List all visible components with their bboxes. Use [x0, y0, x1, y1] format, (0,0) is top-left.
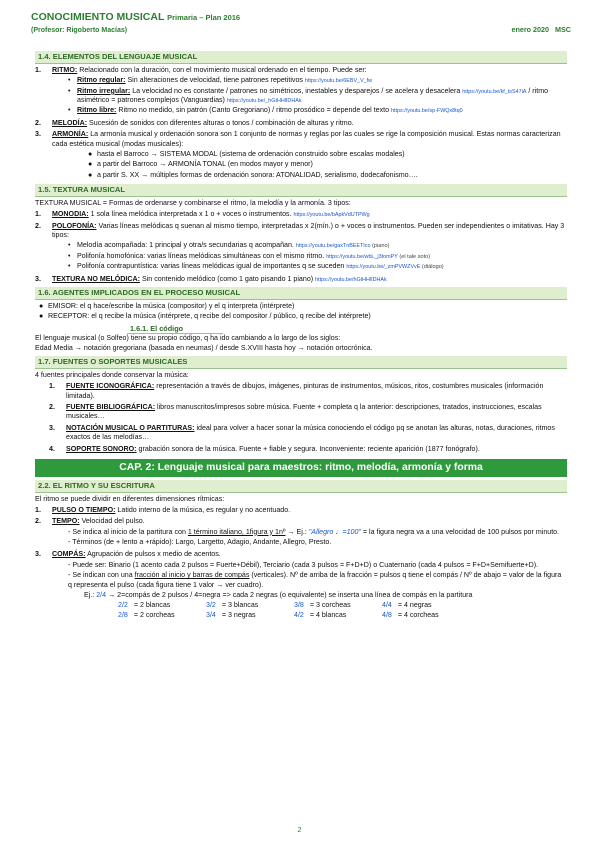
paragraph: 4 fuentes principales donde conservar la música:: [35, 371, 189, 379]
dash-item: [68, 571, 567, 590]
paragraph: El lenguaje musical (o Solfeo) tiene su propio código, q ha ido cambiando a lo largo de los siglos:: [35, 334, 341, 343]
youtube-link[interactable]: https://youtu.be/kf_tsS47iA: [462, 88, 527, 95]
youtube-link[interactable]: https://youtu.be/_zmPVWZVvE: [346, 264, 421, 271]
fraction: 4/8: [382, 610, 392, 619]
text: (verticales). Nº de arriba de la fracción = pulsos q tiene el compás / Nº de abajo = valor de la figura q representa el pulso (cada figura tiene 1 valor → ver cuadro).: [68, 571, 562, 589]
youtube-link[interactable]: https://youtu.be/wbL_j3tomPY: [326, 253, 398, 260]
term-melodia: MELODÍA:: [52, 118, 88, 127]
fraction: 2/4: [96, 590, 107, 599]
value: = 3 corcheas: [307, 601, 351, 610]
section-heading: 1.6. AGENTES IMPLICADOS EN EL PROCESO MUSICAL: [35, 287, 567, 300]
table-cell: [290, 611, 378, 620]
def-fuente: libros manuscritos/impresos sobre música. Fuente + completa q la anterior: descripciones, tratados, instrucciones, escalas musicales…: [66, 403, 542, 421]
note-text: (piano): [370, 243, 390, 250]
def-irregular: La velocidad no es constante / patrones no simétricos, inestables y desparejos / se acelera y desacelera: [130, 86, 463, 95]
bullet-item: ● a partir S. XX → múltiples formas de ordenación sonora: ATONALIDAD, serialismo, dodecafonismo….: [88, 170, 418, 179]
text: - Se indica al inicio de la partitura con: [68, 527, 188, 536]
term-irregular: Ritmo irregular:: [77, 86, 131, 95]
value: = 2 blancas: [131, 601, 171, 610]
bullet-item: ● a partir del Barroco → ARMONÍA TONAL (en modos mayor y menor): [88, 160, 313, 169]
page-header: [31, 11, 571, 35]
paragraph: Edad Media → notación gregoriana (basada en neumas) / desde S.XVIII hasta hoy → notación ortocrónica.: [35, 343, 373, 352]
def-monodia: 1 sola línea melódica interpretada x 1 o + voces o instrumentos.: [88, 210, 294, 219]
term-fuente: NOTACIÓN MUSICAL O PARTITURAS:: [66, 423, 195, 432]
def-compas: Agrupación de pulsos x medio de acentos.: [85, 550, 221, 559]
tempo-example: "Allegro ♩=100": [308, 527, 361, 536]
section-heading: 1.5. TEXTURA MUSICAL: [35, 184, 567, 197]
bullet-item: • Polifonía contrapuntística: varias líneas melódicas igual de importantes q se suceden https://youtu.be/_zmPVWZVvE (diálogo): [68, 262, 444, 271]
value: = 2 corcheas: [131, 610, 175, 619]
bullet-text: a partir S. XX → múltiples formas de ordenación sonora: ATONALIDAD, serialismo, dodecafonismo….: [97, 170, 418, 179]
def-pulso: Latido interno de la música, es regular y no acentuado.: [115, 505, 291, 514]
def-irregular-b: / ritmo asimétrico = patrones complejos (Vanguardias): [77, 86, 549, 105]
date-text: enero 2020: [511, 25, 550, 34]
table-cell: [114, 611, 202, 620]
list-item: 4. SOPORTE SONORO: grabación sonora de la música. Fuente + fiable y segura. Inconveniente: reciente aparición (1877 fonógrafo).: [49, 444, 480, 453]
note-text: (el tale soto): [397, 253, 431, 260]
def-ritmo: Relacionado con la duración, con el movimiento musical ordenado en el tiempo. Puede ser:: [77, 66, 367, 75]
header-date: [511, 25, 571, 35]
list-item: 2. MELODÍA: Sucesión de sonidos con diferentes alturas o tonos / combinación de alturas y ritmo.: [35, 118, 354, 127]
dash-item: - Puede ser: Binario (1 acento cada 2 pulsos = Fuerte+Débil), Terciario (cada 3 pulsos = F+D+D) o Cuaternario (cada 4 pulsos = F+D+Semifuerte+D).: [68, 560, 539, 569]
list-item: 1. RITMO: Relacionado con la duración, con el movimiento musical ordenado en el tiempo. Puede ser: • Ritmo regular: Sin alteraciones de velocidad, tiene patrones repetitivos https://youtu.be/6EBV_V_fw • Ritmo irregular: La velocidad no es constante / patrones no simétricos, inestables y desparejos / se acelera y desacelera https://youtu.be/kf_tsS47iA / ritmo asimétrico = patrones complejos (Vanguardias) https://youtu.be/_hGtHHlIDHAk • Ritmo libre: Ritmo no medido, sin patrón (Canto Gregoriano) / ritmo prosódico = depende del texto https://youtu.be/sp-FWQx8tq0: [35, 66, 567, 117]
underline-text: 1 término italiano, 1figura y 1nº: [187, 527, 286, 536]
title-subtitle: Primaria – Plan 2016: [167, 13, 241, 22]
bullet-text: a partir del Barroco → ARMONÍA TONAL (en modos mayor y menor): [97, 160, 313, 169]
def-fuente: ideal para volver a hacer sonar la música conociendo el código pq se anotan las alturas, notas, duraciones, ritmos exactos de las melodías…: [66, 423, 555, 442]
fraction: 3/4: [206, 610, 216, 619]
bullet-item: • Melodía acompañada: 1 principal y otra/s secundarias q acompañan. https://youtu.be/gaxTnBEETIco (piano): [68, 241, 390, 250]
table-cell: [202, 611, 290, 620]
youtube-link[interactable]: https://youtu.be/gaxTnBEETIco: [295, 243, 371, 250]
def-armonia: La armonía musical y ordenación sonora son 1 conjunto de normas y reglas por las cuales se rige la composición musical. Estas normas caracterizan cada estética musical (modas musicales):: [52, 130, 561, 148]
value: = 4 negras: [395, 601, 432, 610]
fraction: 3/2: [206, 601, 216, 610]
term-no-melodica: TEXTURA NO MELÓDICA:: [52, 274, 141, 283]
text: - Se indican con una: [68, 571, 135, 580]
fraction: 4/4: [382, 601, 392, 610]
term-pulso: PULSO O TIEMPO:: [52, 505, 116, 514]
list-item: 3. COMPÁS: Agrupación de pulsos x medio de acentos. - Puede ser: Binario (1 acento cada 2 pulsos = Fuerte+Débil), Terciario (cada 3 pulsos = F+D+D) o Cuaternario (cada 4 pulsos = F+D+Semifuerte+D). - Se indican con una fracción al inicio y barras de compás (verticales). Nº de arriba de la fracción = pulsos q tiene el compás / Nº de abajo = valor de la figura q representa el pulso (cada figura tiene 1 valor → ver cuadro). Ej.: 2/4 → 2=compás de 2 pulsos / 4=negra => cada 2 negras (o equivalente) se inserta una línea de compás en la partitura 2/2 = 2 blancas 3/2 = 3 blancas 3/8 = 3 corcheas 4/4 = 4 negras 2/8 = 2 corcheas 3/4 = 3 negras 4/2 = 4 blancas 4/8 = 4 corcheas: [35, 550, 567, 620]
text: → Ej.:: [285, 527, 309, 536]
def-fuente: grabación sonora de la música. Fuente + fiable y segura. Inconveniente: reciente aparición (1877 fonógrafo).: [136, 444, 480, 453]
section-heading: 1.7. FUENTES O SOPORTES MUSICALES: [35, 356, 567, 369]
text: → 2=compás de 2 pulsos / 4=negra => cada 2 negras (o equivalente) se inserta una línea de compás en la partitura: [106, 590, 473, 599]
page-content: [35, 48, 567, 622]
bullet-item: ● hasta el Barroco → SISTEMA MODAL (sistema de ordenación construido sobre escalas modales): [88, 149, 405, 158]
list-item: 3. TEXTURA NO MELÓDICA: Sin contenido melódico (como 1 gato pisando 1 piano) https://youtu.be/hGtHHlIDHAk: [35, 274, 387, 283]
def-regular: Sin alteraciones de velocidad, tiene patrones repetitivos: [125, 76, 305, 85]
bullet-item: ● RECEPTOR: el q recibe la música (intérprete, q recibe del compositor / público, q recibe del intérprete): [39, 312, 567, 321]
youtube-link[interactable]: https://youtu.be/_hGtHHlIDHAk: [226, 98, 302, 105]
list-item: 1. FUENTE ICONOGRÁFICA: representación a través de dibujos, imágenes, pinturas de instrumentos, músicos, ritos, costumbres musicales (información limitada).: [49, 382, 544, 400]
term-monodia: MONODIA:: [52, 210, 89, 219]
youtube-link[interactable]: https://youtu.be/bApkVdUTPWg: [293, 212, 370, 219]
section-heading: 1.4. ELEMENTOS DEL LENGUAJE MUSICAL: [35, 51, 567, 64]
example-line: [84, 591, 567, 600]
def-no-melodica: Sin contenido melódico (como 1 gato pisando 1 piano): [140, 274, 316, 283]
list-item: 3. NOTACIÓN MUSICAL O PARTITURAS: ideal para volver a hacer sonar la música conociendo el código pq se anotan las alturas, notas, duraciones, ritmos exactos de las melodías…: [49, 423, 555, 442]
term-compas: COMPÁS:: [52, 550, 86, 559]
bullet-item: • Ritmo libre: Ritmo no medido, sin patrón (Canto Gregoriano) / ritmo prosódico = depende del texto https://youtu.be/sp-FWQx8tq0: [68, 106, 463, 115]
youtube-link[interactable]: https://youtu.be/hGtHHlIDHAk: [315, 276, 387, 283]
dash-item: - Términos (de + lento a +rápido): Largo, Largetto, Adagio, Andante, Allegro, Presto.: [68, 538, 332, 547]
term-fuente: FUENTE BIBLIOGRÁFICA:: [66, 403, 156, 412]
bullet-item: • Ritmo regular: Sin alteraciones de velocidad, tiene patrones repetitivos https://youtu.be/6EBV_V_fw: [68, 76, 373, 85]
fraction: 2/2: [118, 601, 128, 610]
professor-line: (Profesor: Rigoberto Macías): [31, 26, 128, 34]
bullet-text: Melodía acompañada: 1 principal y otra/s secundarias q acompañan.: [77, 241, 296, 250]
def-libre: Ritmo no medido, sin patrón (Canto Gregoriano) / ritmo prosódico = depende del texto: [116, 106, 392, 115]
chapter-banner: CAP. 2: Lenguaje musical para maestros: ritmo, melodía, armonía y forma: [35, 459, 567, 477]
term-tempo: TEMPO:: [52, 517, 80, 526]
time-signature-table: [114, 601, 567, 620]
initials-text: MSC: [555, 25, 571, 34]
term-ritmo: RITMO:: [52, 66, 78, 75]
table-cell: [378, 601, 466, 610]
paragraph: TEXTURA MUSICAL = Formas de ordenarse y combinarse el ritmo, la melodía y la armonía. 3 tipos:: [35, 198, 351, 207]
table-cell: [378, 611, 466, 620]
def-melodia: Sucesión de sonidos con diferentes alturas o tonos / combinación de alturas y ritmo.: [87, 118, 354, 127]
bullet-text: EMISOR: el q hace/escribe la música (compositor) y el q interpreta (intérprete): [48, 301, 295, 310]
list-item: 2. FUENTE BIBLIOGRÁFICA: libros manuscritos/impresos sobre música. Fuente + completa q la anterior: descripciones, tratados, instrucciones, escalas musicales…: [49, 403, 542, 421]
list-item: 1. MONODIA: 1 sola línea melódica interpretada x 1 o + voces o instrumentos. https://youtu.be/bApkVdUTPWg: [35, 210, 370, 219]
list-item: 1. PULSO O TIEMPO: Latido interno de la música, es regular y no acentuado.: [35, 505, 291, 514]
table-cell: [290, 601, 378, 610]
term-regular: Ritmo regular:: [77, 76, 126, 85]
doc-title: [31, 11, 571, 25]
bullet-text: Polifonía contrapuntística: varias líneas melódicas igual de importantes q se suceden: [77, 262, 347, 271]
table-cell: [114, 601, 202, 610]
bullet-text: RECEPTOR: el q recibe la música (intérprete, q recibe del compositor / público, q recibe del intérprete): [48, 312, 371, 321]
value: = 3 negras: [219, 610, 256, 619]
table-cell: [202, 601, 290, 610]
bullet-item: • Polifonía homofónica: varias líneas melódicas simultáneas con el mismo ritmo. https://youtu.be/wbL_j3tomPY (el tale soto): [68, 251, 431, 260]
term-fuente: FUENTE ICONOGRÁFICA:: [66, 382, 155, 391]
fraction: 2/8: [118, 610, 128, 619]
list-item: 3. ARMONÍA: La armonía musical y ordenación sonora son 1 conjunto de normas y reglas por las cuales se rige la composición musical. Estas normas caracterizan cada estética musical (modas musicales): ● hasta el Barroco → SISTEMA MODAL (sistema de ordenación construido sobre escalas modales) ● a partir del Barroco → ARMONÍA TONAL (en modos mayor y menor) ● a partir S. XX → múltiples formas de ordenación sonora: ATONALIDAD, serialismo, dodecafonismo….: [35, 130, 567, 181]
bullet-item: ● EMISOR: el q hace/escribe la música (compositor) y el q interpreta (intérprete): [39, 302, 567, 311]
text: = la figura negra va a una velocidad de 100 pulsos por minuto.: [360, 527, 560, 536]
title-text: CONOCIMIENTO MUSICAL: [31, 11, 165, 23]
dash-item: [68, 528, 567, 537]
bullet-item: • Ritmo irregular: La velocidad no es constante / patrones no simétricos, inestables y desparejos / se acelera y desacelera https://youtu.be/kf_tsS47iA / ritmo asimétrico = patrones complejos (Vanguardias) https://youtu.be/_hGtHHlIDHAk: [68, 86, 549, 105]
note-text: (diálogo): [420, 264, 444, 271]
value: = 3 blancas: [219, 601, 259, 610]
def-tempo: Velocidad del pulso.: [79, 517, 145, 526]
term-libre: Ritmo libre:: [77, 106, 117, 115]
def-polifonia: Varias líneas melódicas q suenan al mismo tiempo, interpretadas x 2(mín.) o + voces o instrumentos. Pueden ser independientes o imitativas. Hay 3 tipos:: [52, 221, 565, 240]
term-fuente: SOPORTE SONORO:: [66, 444, 137, 453]
youtube-link[interactable]: https://youtu.be/6EBV_V_fw: [304, 78, 373, 85]
page-number: 2: [297, 827, 302, 834]
subsection-heading: 1.6.1. El código: [127, 324, 223, 335]
term-polifonia: POLOFONÍA:: [52, 221, 97, 230]
paragraph: El ritmo se puede dividir en diferentes dimensiones rítmicas:: [35, 494, 225, 503]
section-heading: 2.2. EL RITMO Y SU ESCRITURA: [35, 480, 567, 493]
youtube-link[interactable]: https://youtu.be/sp-FWQx8tq0: [391, 108, 463, 115]
bullet-text: hasta el Barroco → SISTEMA MODAL (sistema de ordenación construido sobre escalas modales): [97, 149, 405, 158]
def-fuente: representación a través de dibujos, imágenes, pinturas de instrumentos, músicos, ritos, costumbres musicales (información limitada).: [66, 382, 544, 400]
bullet-text: Polifonía homofónica: varias líneas melódicas simultáneas con el mismo ritmo.: [77, 251, 327, 260]
value: = 4 blancas: [307, 610, 347, 619]
list-item: 2. POLOFONÍA: Varias líneas melódicas q suenan al mismo tiempo, interpretadas x 2(mín.) o + voces o instrumentos. Pueden ser independientes o imitativas. Hay 3 tipos: • Melodía acompañada: 1 principal y otra/s secundarias q acompañan. https://youtu.be/gaxTnBEETIco (piano) • Polifonía homofónica: varias líneas melódicas simultáneas con el mismo ritmo. https://youtu.be/wbL_j3tomPY (el tale soto) • Polifonía contrapuntística: varias líneas melódicas igual de importantes q se suceden https://youtu.be/_zmPVWZVvE (diálogo): [35, 222, 567, 273]
underline-text: fracción al inicio y barras de compás: [134, 571, 250, 580]
list-item: 2. TEMPO: Velocidad del pulso. - Se indica al inicio de la partitura con 1 término italiano, 1figura y 1nº → Ej.: "Allegro ♩=100" = la figura negra va a una velocidad de 100 pulsos por minuto. - Términos (de + lento a +rápido): Largo, Largetto, Adagio, Andante, Allegro, Presto.: [35, 517, 567, 548]
value: = 4 corcheas: [395, 610, 439, 619]
text: Ej.:: [84, 590, 97, 599]
term-armonia: ARMONÍA:: [52, 130, 89, 139]
fraction: 3/8: [294, 601, 304, 610]
fraction: 4/2: [294, 610, 304, 619]
